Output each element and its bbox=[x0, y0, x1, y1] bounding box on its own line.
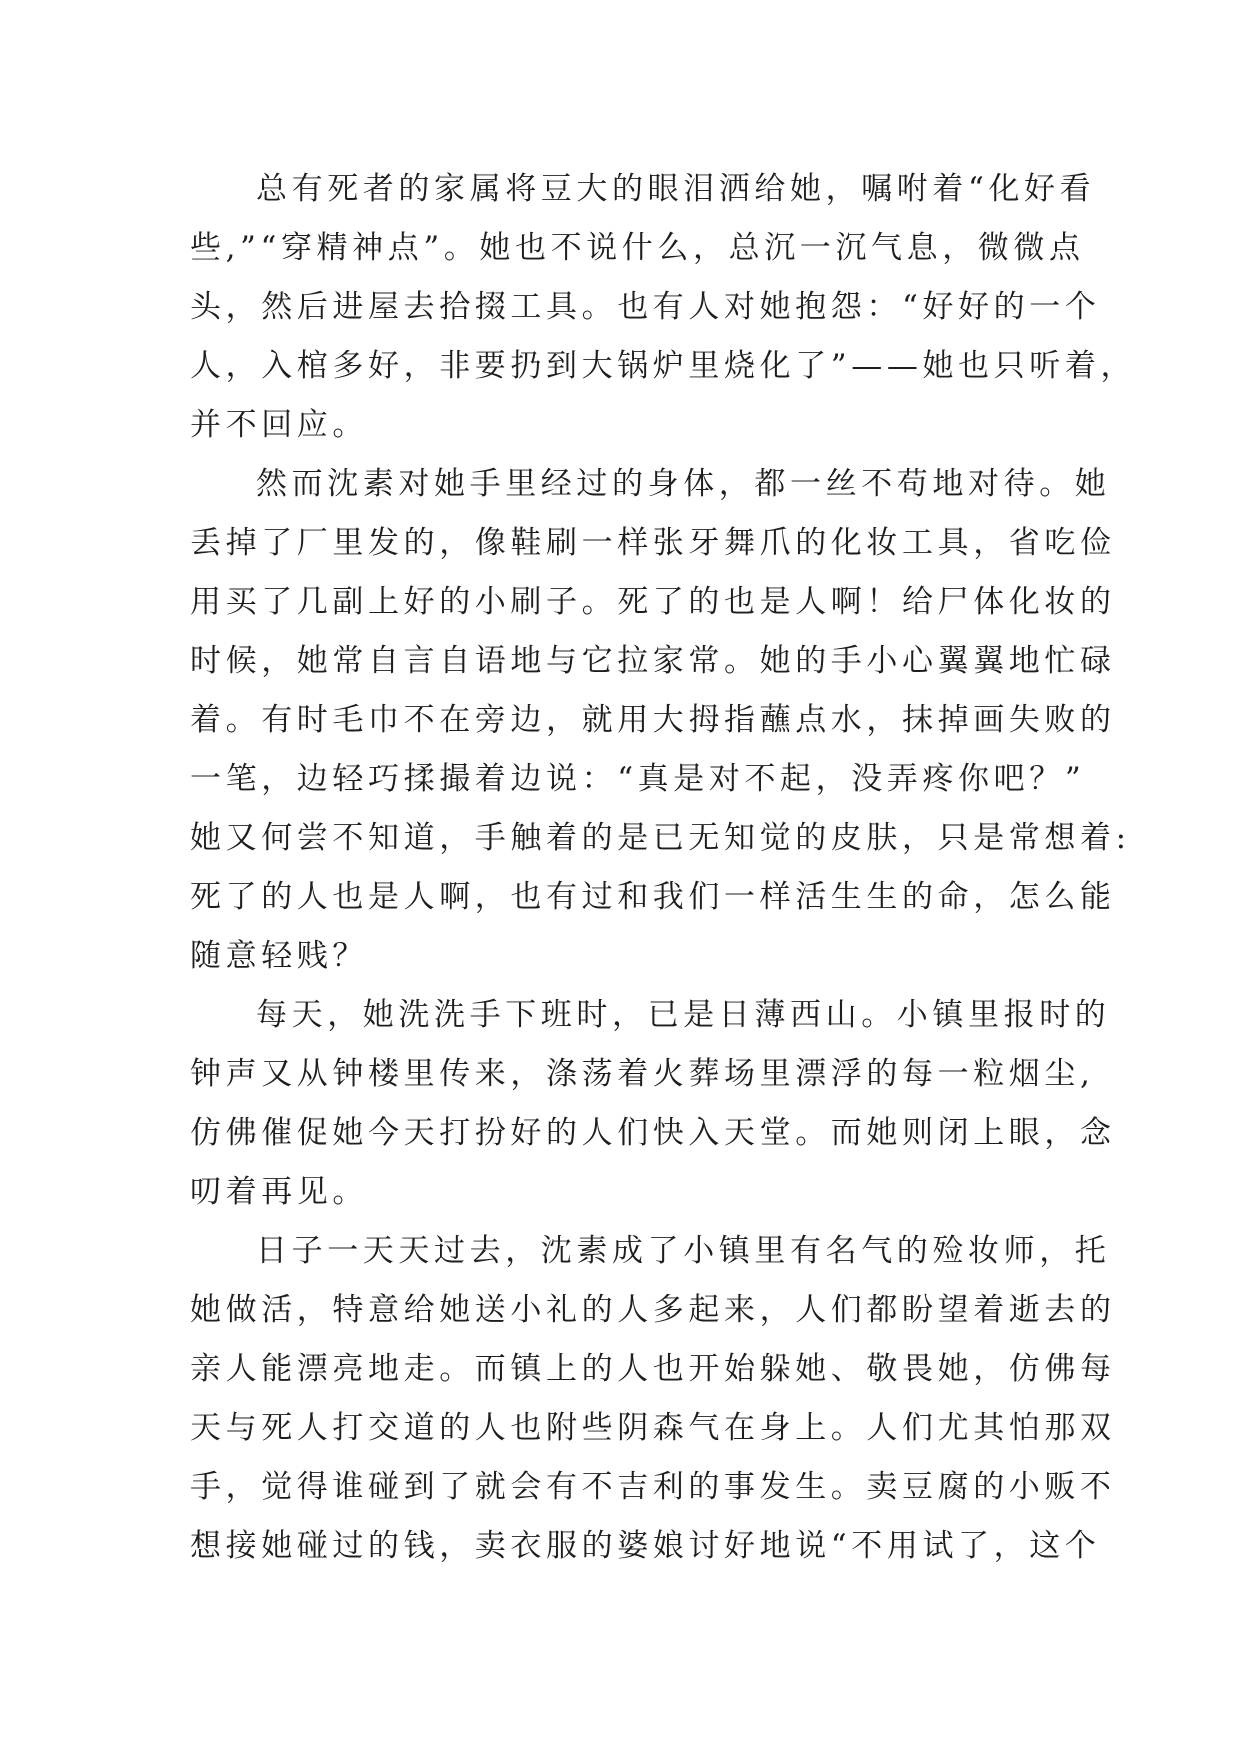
text-line: 丢掉了厂里发的，像鞋刷一样张牙舞爪的化妆工具，省吃俭 bbox=[190, 525, 1116, 561]
text-line: 用买了几副上好的小刷子。死了的也是人啊！给尸体化妆的 bbox=[190, 584, 1116, 620]
paragraph bbox=[190, 160, 1137, 455]
text-line: 手，觉得谁碰到了就会有不吉利的事发生。卖豆腐的小贩不 bbox=[190, 1469, 1116, 1505]
text-line: 时候，她常自言自语地与它拉家常。她的手小心翼翼地忙碌 bbox=[190, 643, 1116, 679]
paragraph bbox=[190, 1222, 1116, 1576]
text-line: 她做活，特意给她送小礼的人多起来，人们都盼望着逝去的 bbox=[190, 1292, 1116, 1328]
text-line: 随意轻贱？ bbox=[190, 938, 368, 974]
text-line: 些,”“穿精神点”。她也不说什么，总沉一沉气息，微微点 bbox=[190, 230, 1085, 266]
text-line: 想接她碰过的钱，卖衣服的婆娘讨好地说“不用试了，这个 bbox=[190, 1528, 1101, 1564]
body-text bbox=[190, 160, 1137, 1576]
text-line: 并不回应。 bbox=[190, 407, 368, 443]
paragraph bbox=[190, 986, 1116, 1222]
text-line: 叨着再见。 bbox=[190, 1174, 368, 1210]
text-line: 她又何尝不知道，手触着的是已无知觉的皮肤，只是常想着: bbox=[190, 820, 1131, 856]
text-line: 总有死者的家属将豆大的眼泪洒给她，嘱咐着“化好看 bbox=[256, 171, 1096, 207]
text-line: 着。有时毛巾不在旁边，就用大拇指蘸点水，抹掉画失败的 bbox=[190, 702, 1116, 738]
text-line: 日子一天天过去，沈素成了小镇里有名气的殓妆师，托 bbox=[256, 1233, 1111, 1269]
text-line: 天与死人打交道的人也附些阴森气在身上。人们尤其怕那双 bbox=[190, 1410, 1116, 1446]
paragraph bbox=[190, 455, 1131, 986]
text-line: 每天，她洗洗手下班时，已是日薄西山。小镇里报时的 bbox=[256, 997, 1111, 1033]
text-line: 然而沈素对她手里经过的身体，都一丝不苟地对待。她 bbox=[256, 466, 1111, 502]
text-line: 仿佛催促她今天打扮好的人们快入天堂。而她则闭上眼，念 bbox=[190, 1115, 1116, 1151]
text-line: 人，入棺多好，非要扔到大锅炉里烧化了”——她也只听着， bbox=[190, 348, 1137, 384]
text-line: 头，然后进屋去拾掇工具。也有人对她抱怨：“好好的一个 bbox=[190, 289, 1101, 325]
text-line: 钟声又从钟楼里传来，涤荡着火葬场里漂浮的每一粒烟尘, bbox=[190, 1056, 1095, 1092]
text-line: 死了的人也是人啊，也有过和我们一样活生生的命，怎么能 bbox=[190, 879, 1116, 915]
text-line: 一笔，边轻巧揉撮着边说：“真是对不起，没弄疼你吧？” bbox=[190, 761, 1086, 797]
text-line: 亲人能漂亮地走。而镇上的人也开始躲她、敬畏她，仿佛每 bbox=[190, 1351, 1116, 1387]
